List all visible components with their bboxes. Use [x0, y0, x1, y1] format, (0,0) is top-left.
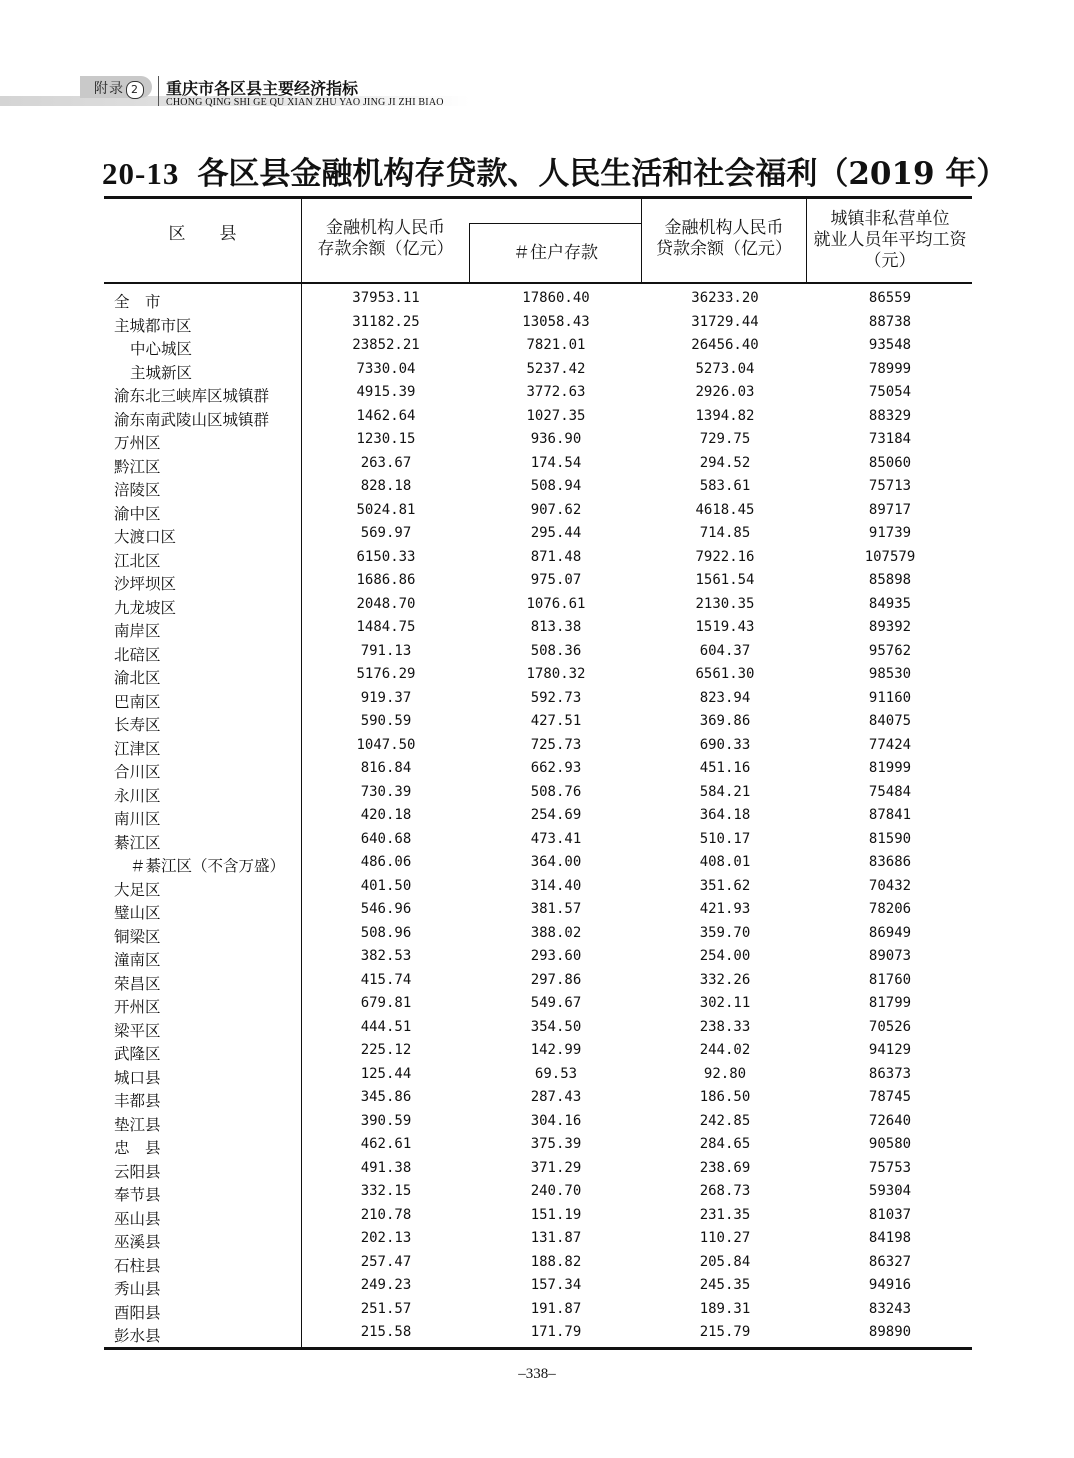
loans-cell: 2926.03 — [695, 384, 755, 400]
average-wage-cell: 72640 — [868, 1112, 912, 1129]
table-row — [104, 829, 972, 853]
deposits-cell: 420.18 — [360, 807, 412, 823]
table-row — [104, 970, 972, 994]
household-deposits-cell: 287.43 — [530, 1089, 582, 1105]
average-wage-cell: 86373 — [868, 1065, 912, 1082]
deposits-cell: 249.23 — [360, 1277, 412, 1293]
table-row — [104, 523, 972, 547]
average-wage-cell: 88329 — [868, 407, 912, 424]
loans-cell: 284.65 — [699, 1136, 751, 1152]
average-wage-cell: 78999 — [868, 360, 912, 377]
average-wage-cell: 98530 — [868, 666, 912, 682]
region-name-cell: 大渡口区 — [114, 528, 177, 546]
region-name-cell: 彭水县 — [114, 1327, 161, 1345]
deposits-cell: 919.37 — [360, 689, 412, 706]
table-row — [104, 735, 972, 759]
average-wage-cell: 75753 — [868, 1159, 912, 1176]
region-name-cell: 垫江县 — [114, 1115, 161, 1134]
household-deposits-cell: 314.40 — [530, 877, 582, 894]
average-wage-cell: 94916 — [868, 1277, 912, 1293]
household-deposits-cell: 364.00 — [530, 854, 582, 870]
household-deposits-cell: 13058.43 — [522, 313, 590, 330]
household-deposits-cell: 936.90 — [530, 431, 582, 447]
average-wage-cell: 83686 — [868, 854, 912, 870]
deposits-cell: 415.74 — [360, 971, 412, 988]
region-name-cell: 永川区 — [114, 786, 161, 805]
table-row — [104, 993, 972, 1017]
region-name-cell: 秀山县 — [114, 1280, 161, 1298]
table-row — [104, 406, 972, 430]
table-row — [104, 1252, 972, 1276]
loans-cell: 823.94 — [699, 689, 751, 706]
deposits-cell: 486.06 — [360, 854, 412, 870]
region-name-cell: 巴南区 — [114, 692, 161, 711]
region-name-cell: 奉节县 — [114, 1186, 161, 1204]
loans-cell: 1561.54 — [695, 572, 755, 588]
average-wage-cell: 88738 — [868, 313, 912, 330]
loans-cell: 268.73 — [699, 1183, 751, 1199]
column-header-deposits-line2: 存款余额（亿元） — [317, 239, 454, 259]
household-deposits-cell: 191.87 — [530, 1300, 582, 1317]
deposits-cell: 1462.64 — [356, 407, 416, 424]
table-row — [104, 1158, 972, 1182]
deposits-cell: 31182.25 — [352, 313, 420, 330]
column-header-deposits — [302, 218, 469, 260]
household-deposits-cell: 297.86 — [530, 971, 582, 988]
deposits-cell: 508.96 — [360, 924, 412, 941]
deposits-cell: 2048.70 — [356, 595, 416, 612]
household-deposits-cell: 1780.32 — [526, 666, 586, 682]
loans-cell: 369.86 — [699, 713, 751, 729]
average-wage-cell: 91739 — [868, 525, 912, 541]
household-deposits-cell: 725.73 — [530, 736, 582, 753]
average-wage-cell: 94129 — [868, 1042, 912, 1058]
household-deposits-cell: 295.44 — [530, 525, 582, 541]
household-deposits-cell: 254.69 — [530, 807, 582, 823]
deposits-cell: 491.38 — [360, 1159, 412, 1176]
average-wage-cell: 90580 — [868, 1136, 912, 1152]
deposits-cell: 640.68 — [360, 830, 412, 847]
loans-cell: 31729.44 — [691, 313, 759, 330]
deposits-cell: 791.13 — [360, 642, 412, 659]
average-wage-cell: 75054 — [868, 384, 912, 400]
deposits-cell: 7330.04 — [356, 360, 416, 377]
table-row — [104, 805, 972, 829]
average-wage-cell: 83243 — [868, 1300, 912, 1317]
loans-cell: 364.18 — [699, 807, 751, 823]
household-deposits-cell: 473.41 — [530, 830, 582, 847]
loans-cell: 351.62 — [699, 877, 751, 894]
loans-cell: 110.27 — [699, 1230, 751, 1246]
loans-cell: 510.17 — [699, 830, 751, 847]
average-wage-cell: 85898 — [868, 572, 912, 588]
table-row — [104, 1181, 972, 1205]
running-header — [0, 74, 1074, 114]
header-separator — [158, 76, 159, 106]
table-row — [104, 453, 972, 477]
loans-cell: 189.31 — [699, 1300, 751, 1317]
household-deposits-cell: 3772.63 — [526, 384, 586, 400]
region-name-cell: 梁平区 — [114, 1021, 161, 1040]
table-row — [104, 1111, 972, 1135]
table-row — [104, 688, 972, 712]
loans-cell: 238.33 — [699, 1018, 751, 1035]
loans-cell: 584.21 — [699, 783, 751, 800]
deposits-cell: 444.51 — [360, 1018, 412, 1035]
deposits-cell: 1484.75 — [356, 619, 416, 635]
loans-cell: 714.85 — [699, 525, 751, 541]
table-body — [104, 288, 972, 1346]
region-name-cell: 涪陵区 — [114, 481, 161, 499]
household-deposits-cell: 240.70 — [530, 1183, 582, 1199]
household-deposits-cell: 907.62 — [530, 501, 582, 518]
table-row — [104, 1087, 972, 1111]
average-wage-cell: 81760 — [868, 971, 912, 988]
region-name-cell: 酉阳县 — [114, 1303, 161, 1322]
average-wage-cell: 89073 — [868, 948, 912, 964]
column-header-household: ＃住户存款 — [513, 243, 598, 263]
loans-cell: 332.26 — [699, 971, 751, 988]
loans-cell: 690.33 — [699, 736, 751, 753]
household-deposits-cell: 662.93 — [530, 760, 582, 776]
household-deposits-cell: 975.07 — [530, 572, 582, 588]
loans-cell: 36233.20 — [691, 290, 759, 306]
table-row — [104, 476, 972, 500]
deposits-cell: 125.44 — [360, 1065, 412, 1082]
average-wage-cell: 70526 — [868, 1018, 912, 1035]
region-name-cell: 中心城区 — [130, 340, 193, 358]
deposits-cell: 679.81 — [360, 995, 412, 1011]
deposits-cell: 210.78 — [360, 1206, 412, 1223]
table-row — [104, 594, 972, 618]
average-wage-cell: 84198 — [868, 1230, 912, 1246]
loans-cell: 245.35 — [699, 1277, 751, 1293]
region-name-cell: 万州区 — [114, 434, 161, 452]
household-deposits-cell: 17860.40 — [522, 290, 590, 306]
deposits-cell: 546.96 — [360, 901, 412, 917]
household-deposits-cell: 142.99 — [530, 1042, 582, 1058]
loans-cell: 92.80 — [703, 1065, 747, 1082]
column-header-loans-line2: 贷款余额（亿元） — [656, 239, 792, 259]
region-name-cell: 丰都县 — [114, 1092, 161, 1110]
loans-cell: 421.93 — [699, 901, 751, 917]
deposits-cell: 37953.11 — [352, 290, 420, 306]
deposits-cell: 462.61 — [360, 1136, 412, 1152]
household-deposits-cell: 151.19 — [530, 1206, 582, 1223]
appendix-number: 2 — [126, 81, 144, 99]
deposits-cell: 1686.86 — [356, 572, 416, 588]
household-deposits-cell: 508.36 — [530, 642, 582, 659]
deposits-cell: 6150.33 — [356, 548, 416, 565]
household-deposits-cell: 508.76 — [530, 783, 582, 800]
household-deposits-cell: 171.79 — [530, 1324, 582, 1340]
region-name-cell: 渝东北三峡库区城镇群 — [114, 387, 270, 405]
region-name-cell: 主城都市区 — [114, 316, 192, 335]
household-deposits-cell: 375.39 — [530, 1136, 582, 1152]
loans-cell: 583.61 — [699, 478, 751, 494]
household-deposits-cell: 813.38 — [530, 619, 582, 635]
region-name-cell: 九龙坡区 — [114, 598, 177, 617]
deposits-cell: 332.15 — [360, 1183, 412, 1199]
table-row — [104, 1322, 972, 1346]
deposits-cell: 202.13 — [360, 1230, 412, 1246]
region-name-cell: 石柱县 — [114, 1256, 161, 1275]
header-bottom-rule — [104, 282, 972, 284]
table-row — [104, 359, 972, 383]
table-row — [104, 1134, 972, 1158]
column-header-region: 区 县 — [168, 224, 237, 244]
average-wage-cell: 89392 — [868, 619, 912, 635]
household-deposits-cell: 69.53 — [534, 1065, 578, 1082]
column-header-wage-line1: 城镇非私营单位 — [830, 209, 950, 229]
average-wage-cell: 84075 — [868, 713, 912, 729]
household-deposits-cell: 549.67 — [530, 995, 582, 1011]
table-row — [104, 852, 972, 876]
average-wage-cell: 73184 — [868, 431, 912, 447]
average-wage-cell: 81999 — [868, 760, 912, 776]
region-name-cell: 主城新区 — [130, 363, 193, 382]
household-deposits-cell: 388.02 — [530, 924, 582, 941]
household-deposits-cell: 871.48 — [530, 548, 582, 565]
deposits-cell: 816.84 — [360, 760, 412, 776]
table-top-rule — [104, 196, 972, 199]
deposits-cell: 390.59 — [360, 1112, 412, 1129]
average-wage-cell: 87841 — [868, 807, 912, 823]
loans-cell: 294.52 — [699, 454, 751, 471]
region-name-cell: 南岸区 — [114, 622, 161, 640]
region-name-cell: 渝北区 — [114, 669, 161, 687]
household-deposits-cell: 371.29 — [530, 1159, 582, 1176]
region-name-cell: 南川区 — [114, 810, 161, 828]
deposits-cell: 251.57 — [360, 1300, 412, 1317]
household-deposits-cell: 508.94 — [530, 478, 582, 494]
header-subtitle: CHONG QING SHI GE QU XIAN ZHU YAO JING JI ZHI BIAO — [166, 97, 444, 108]
table-title-text: 各区县金融机构存贷款、人民生活和社会福利（2019 年） — [197, 156, 1008, 192]
household-deposits-cell: 131.87 — [530, 1230, 582, 1246]
loans-cell: 1519.43 — [695, 619, 755, 635]
region-name-cell: 沙坪坝区 — [114, 575, 177, 593]
region-name-cell: 綦江区 — [114, 833, 161, 852]
region-name-cell: 江北区 — [114, 551, 161, 570]
region-name-cell: 荣昌区 — [114, 974, 161, 993]
region-name-cell: 云阳县 — [114, 1162, 161, 1181]
deposits-cell: 5024.81 — [356, 501, 416, 518]
table-row — [104, 382, 972, 406]
deposits-cell: 590.59 — [360, 713, 412, 729]
household-deposits-cell: 427.51 — [530, 713, 582, 729]
average-wage-cell: 78206 — [868, 901, 912, 917]
table-row — [104, 312, 972, 336]
average-wage-cell: 59304 — [868, 1183, 912, 1199]
subheader-rule — [469, 223, 641, 224]
loans-cell: 1394.82 — [695, 407, 755, 424]
average-wage-cell: 75713 — [868, 478, 912, 494]
average-wage-cell: 86559 — [868, 290, 912, 306]
column-header-wage-line2: 就业人员年平均工资 — [813, 230, 967, 250]
average-wage-cell: 107579 — [864, 548, 916, 565]
average-wage-cell: 78745 — [868, 1089, 912, 1105]
loans-cell: 238.69 — [699, 1159, 751, 1176]
table-row — [104, 923, 972, 947]
loans-cell: 729.75 — [699, 431, 751, 447]
table-row — [104, 1299, 972, 1323]
deposits-cell: 5176.29 — [356, 666, 416, 682]
loans-cell: 231.35 — [699, 1206, 751, 1223]
loans-cell: 205.84 — [699, 1253, 751, 1270]
average-wage-cell: 81590 — [868, 830, 912, 847]
deposits-cell: 828.18 — [360, 478, 412, 494]
table-row — [104, 547, 972, 571]
loans-cell: 215.79 — [699, 1324, 751, 1340]
region-name-cell: 忠 县 — [114, 1139, 161, 1157]
table-row — [104, 664, 972, 688]
average-wage-cell: 85060 — [868, 454, 912, 471]
region-name-cell: 巫山县 — [114, 1209, 161, 1228]
table-row — [104, 758, 972, 782]
table-row — [104, 1205, 972, 1229]
deposits-cell: 215.58 — [360, 1324, 412, 1340]
table-row — [104, 429, 972, 453]
region-name-cell: 江津区 — [114, 739, 161, 758]
household-deposits-cell: 188.82 — [530, 1253, 582, 1270]
deposits-cell: 23852.21 — [352, 337, 420, 353]
loans-cell: 4618.45 — [695, 501, 755, 518]
deposits-cell: 263.67 — [360, 454, 412, 471]
loans-cell: 244.02 — [699, 1042, 751, 1058]
column-header-wage-line3: （元） — [864, 251, 916, 271]
household-deposits-cell: 1076.61 — [526, 595, 586, 612]
table-row — [104, 1228, 972, 1252]
region-name-cell: ＃綦江区（不含万盛） — [130, 857, 286, 875]
loans-cell: 2130.35 — [695, 595, 755, 612]
region-name-cell: 潼南区 — [114, 951, 161, 969]
loans-cell: 451.16 — [699, 760, 751, 776]
average-wage-cell: 93548 — [868, 337, 912, 353]
region-name-cell: 开州区 — [114, 998, 161, 1016]
deposits-cell: 1047.50 — [356, 736, 416, 753]
loans-cell: 604.37 — [699, 642, 751, 659]
table-row — [104, 641, 972, 665]
loans-cell: 242.85 — [699, 1112, 751, 1129]
table-row — [104, 876, 972, 900]
deposits-cell: 1230.15 — [356, 431, 416, 447]
average-wage-cell: 75484 — [868, 783, 912, 800]
average-wage-cell: 91160 — [868, 689, 912, 706]
loans-cell: 408.01 — [699, 854, 751, 870]
column-header-wage — [807, 209, 973, 272]
appendix-label — [94, 78, 144, 99]
table-row — [104, 899, 972, 923]
household-deposits-cell: 304.16 — [530, 1112, 582, 1129]
average-wage-cell: 70432 — [868, 877, 912, 894]
average-wage-cell: 81037 — [868, 1206, 912, 1223]
table-row — [104, 1275, 972, 1299]
region-name-cell: 武隆区 — [114, 1045, 161, 1063]
table-title — [102, 148, 1008, 193]
loans-cell: 7922.16 — [695, 548, 755, 565]
average-wage-cell: 89890 — [868, 1324, 912, 1340]
average-wage-cell: 86327 — [868, 1253, 912, 1270]
deposits-cell: 225.12 — [360, 1042, 412, 1058]
region-name-cell: 黔江区 — [114, 457, 161, 476]
average-wage-cell: 81799 — [868, 995, 912, 1011]
column-header-deposits-line1: 金融机构人民币 — [326, 218, 445, 238]
column-header-loans — [642, 218, 806, 260]
appendix-label-text: 附录 — [94, 81, 124, 97]
region-name-cell: 合川区 — [114, 763, 161, 781]
deposits-cell: 730.39 — [360, 783, 412, 800]
household-deposits-cell: 157.34 — [530, 1277, 582, 1293]
average-wage-cell: 86949 — [868, 924, 912, 941]
average-wage-cell: 95762 — [868, 642, 912, 659]
table-bottom-rule — [104, 1347, 972, 1350]
table-row — [104, 500, 972, 524]
average-wage-cell: 84935 — [868, 595, 912, 612]
loans-cell: 254.00 — [699, 948, 751, 964]
household-deposits-cell: 592.73 — [530, 689, 582, 706]
loans-cell: 302.11 — [699, 995, 751, 1011]
deposits-cell: 345.86 — [360, 1089, 412, 1105]
header-title: 重庆市各区县主要经济指标 — [166, 79, 359, 98]
region-name-cell: 渝东南武陵山区城镇群 — [114, 410, 270, 429]
table-row — [104, 288, 972, 312]
table-row — [104, 617, 972, 641]
table-row — [104, 711, 972, 735]
region-name-cell: 城口县 — [114, 1068, 161, 1087]
deposits-cell: 401.50 — [360, 877, 412, 894]
region-name-cell: 大足区 — [114, 880, 161, 899]
region-name-cell: 渝中区 — [114, 504, 161, 523]
loans-cell: 5273.04 — [695, 360, 755, 377]
average-wage-cell: 77424 — [868, 736, 912, 753]
table-row — [104, 946, 972, 970]
page-number: –338– — [518, 1366, 556, 1382]
household-deposits-cell: 174.54 — [530, 454, 582, 471]
deposits-cell: 569.97 — [360, 525, 412, 541]
household-deposits-cell: 293.60 — [530, 948, 582, 964]
household-deposits-cell: 7821.01 — [526, 337, 586, 353]
loans-cell: 186.50 — [699, 1089, 751, 1105]
table-row — [104, 1017, 972, 1041]
region-name-cell: 北碚区 — [114, 645, 161, 664]
region-name-cell: 全 市 — [114, 293, 161, 311]
household-deposits-cell: 354.50 — [530, 1018, 582, 1035]
table-row — [104, 570, 972, 594]
region-name-cell: 铜梁区 — [114, 927, 161, 946]
region-name-cell: 巫溪县 — [114, 1233, 161, 1251]
deposits-cell: 257.47 — [360, 1253, 412, 1270]
household-deposits-cell: 1027.35 — [526, 407, 586, 424]
loans-cell: 6561.30 — [695, 666, 755, 682]
column-header-loans-line1: 金融机构人民币 — [664, 218, 784, 238]
household-deposits-cell: 381.57 — [530, 901, 582, 917]
loans-cell: 26456.40 — [691, 337, 759, 353]
deposits-cell: 4915.39 — [356, 384, 416, 400]
table-row — [104, 1064, 972, 1088]
average-wage-cell: 89717 — [868, 501, 912, 518]
deposits-cell: 382.53 — [360, 948, 412, 964]
household-deposits-cell: 5237.42 — [526, 360, 586, 377]
table-row — [104, 335, 972, 359]
region-name-cell: 长寿区 — [114, 716, 161, 734]
table-row — [104, 782, 972, 806]
region-name-cell: 璧山区 — [114, 904, 161, 922]
loans-cell: 359.70 — [699, 924, 751, 941]
table-row — [104, 1040, 972, 1064]
table-code: 20-13 — [102, 156, 180, 191]
